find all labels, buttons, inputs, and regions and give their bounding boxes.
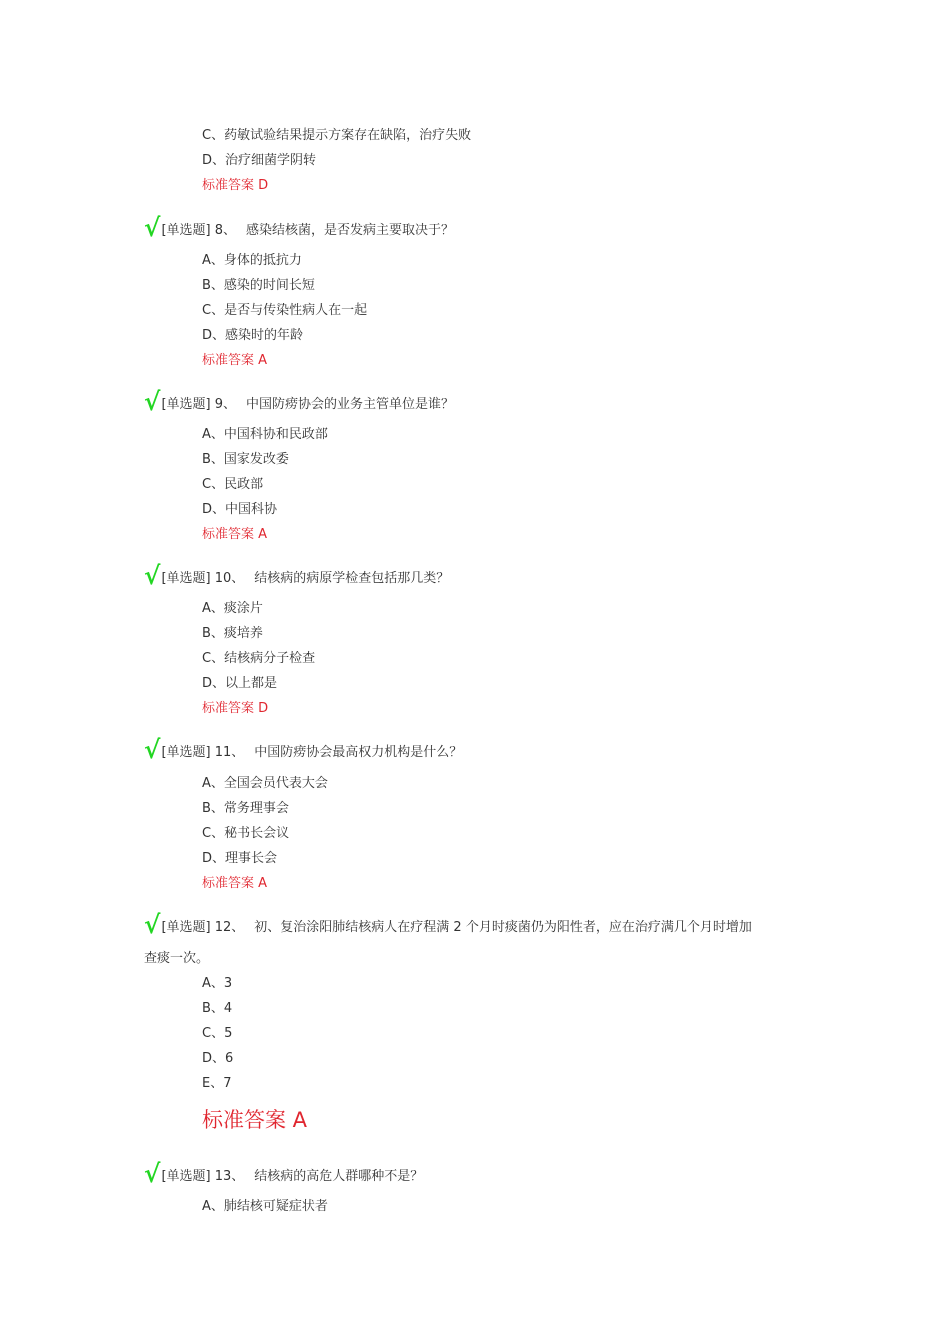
option-c: C、秘书长会议 <box>202 826 290 841</box>
question-text: 结核病的病原学检查包括那几类？ <box>254 571 450 586</box>
question-text: 初、复治涂阳肺结核病人在疗程满 2 个月时痰菌仍为阳性者，应在治疗满几个月时增加 <box>254 920 752 935</box>
question-number: 9、 <box>214 397 237 412</box>
standard-answer: 标准答案 D <box>202 701 269 716</box>
option-e: E、7 <box>202 1076 232 1091</box>
question-header-13 <box>144 1159 424 1188</box>
question-number: 11、 <box>214 745 245 760</box>
standard-answer: 标准答案 A <box>202 527 268 542</box>
option-c: C、5 <box>202 1026 233 1041</box>
question-text-continued: 查痰一次。 <box>144 951 210 966</box>
standard-answer: 标准答案 A <box>202 1108 308 1132</box>
option-b: B、感染的时间长短 <box>202 278 315 293</box>
option-c: C、药敏试验结果提示方案存在缺陷，治疗失败 <box>202 128 472 143</box>
question-header-12 <box>144 910 752 939</box>
question-number: 8、 <box>214 223 237 238</box>
question-number: 13、 <box>214 1169 245 1184</box>
checkmark-icon: √ <box>144 387 161 416</box>
option-a: A、痰涂片 <box>202 601 263 616</box>
question-header-11 <box>144 735 463 764</box>
question-type: [单选题] <box>161 1169 211 1184</box>
checkmark-icon: √ <box>144 213 161 242</box>
question-number: 12、 <box>214 920 245 935</box>
option-c: C、是否与传染性病人在一起 <box>202 303 368 318</box>
option-a: A、3 <box>202 976 233 991</box>
option-a: A、中国科协和民政部 <box>202 427 328 442</box>
question-type: [单选题] <box>161 920 211 935</box>
checkmark-icon: √ <box>144 735 161 764</box>
option-d: D、中国科协 <box>202 502 278 517</box>
question-text: 中国防痨协会最高权力机构是什么？ <box>254 745 463 760</box>
question-header-8 <box>144 213 455 242</box>
option-a: A、身体的抵抗力 <box>202 253 302 268</box>
option-d: D、治疗细菌学阴转 <box>202 153 317 168</box>
question-type: [单选题] <box>161 397 211 412</box>
option-d: D、以上都是 <box>202 676 278 691</box>
question-text: 结核病的高危人群哪种不是？ <box>254 1169 424 1184</box>
option-c: C、民政部 <box>202 477 264 492</box>
question-type: [单选题] <box>161 745 211 760</box>
question-text: 感染结核菌，是否发病主要取决于？ <box>246 223 455 238</box>
option-c: C、结核病分子检查 <box>202 651 316 666</box>
option-d: D、感染时的年龄 <box>202 328 304 343</box>
question-type: [单选题] <box>161 571 211 586</box>
question-number: 10、 <box>214 571 245 586</box>
standard-answer: 标准答案 A <box>202 353 268 368</box>
question-text: 中国防痨协会的业务主管单位是谁？ <box>246 397 455 412</box>
option-d: D、6 <box>202 1051 234 1066</box>
standard-answer: 标准答案 A <box>202 876 268 891</box>
option-a: A、肺结核可疑症状者 <box>202 1199 328 1214</box>
checkmark-icon: √ <box>144 1159 161 1188</box>
question-header-9 <box>144 387 455 416</box>
question-header-10 <box>144 561 450 590</box>
checkmark-icon: √ <box>144 561 161 590</box>
checkmark-icon: √ <box>144 910 161 939</box>
question-type: [单选题] <box>161 223 211 238</box>
standard-answer: 标准答案 D <box>202 178 269 193</box>
option-b: B、痰培养 <box>202 626 263 641</box>
option-b: B、4 <box>202 1001 233 1016</box>
option-a: A、全国会员代表大会 <box>202 776 328 791</box>
option-b: B、国家发改委 <box>202 452 289 467</box>
option-b: B、常务理事会 <box>202 801 289 816</box>
option-d: D、理事长会 <box>202 851 278 866</box>
